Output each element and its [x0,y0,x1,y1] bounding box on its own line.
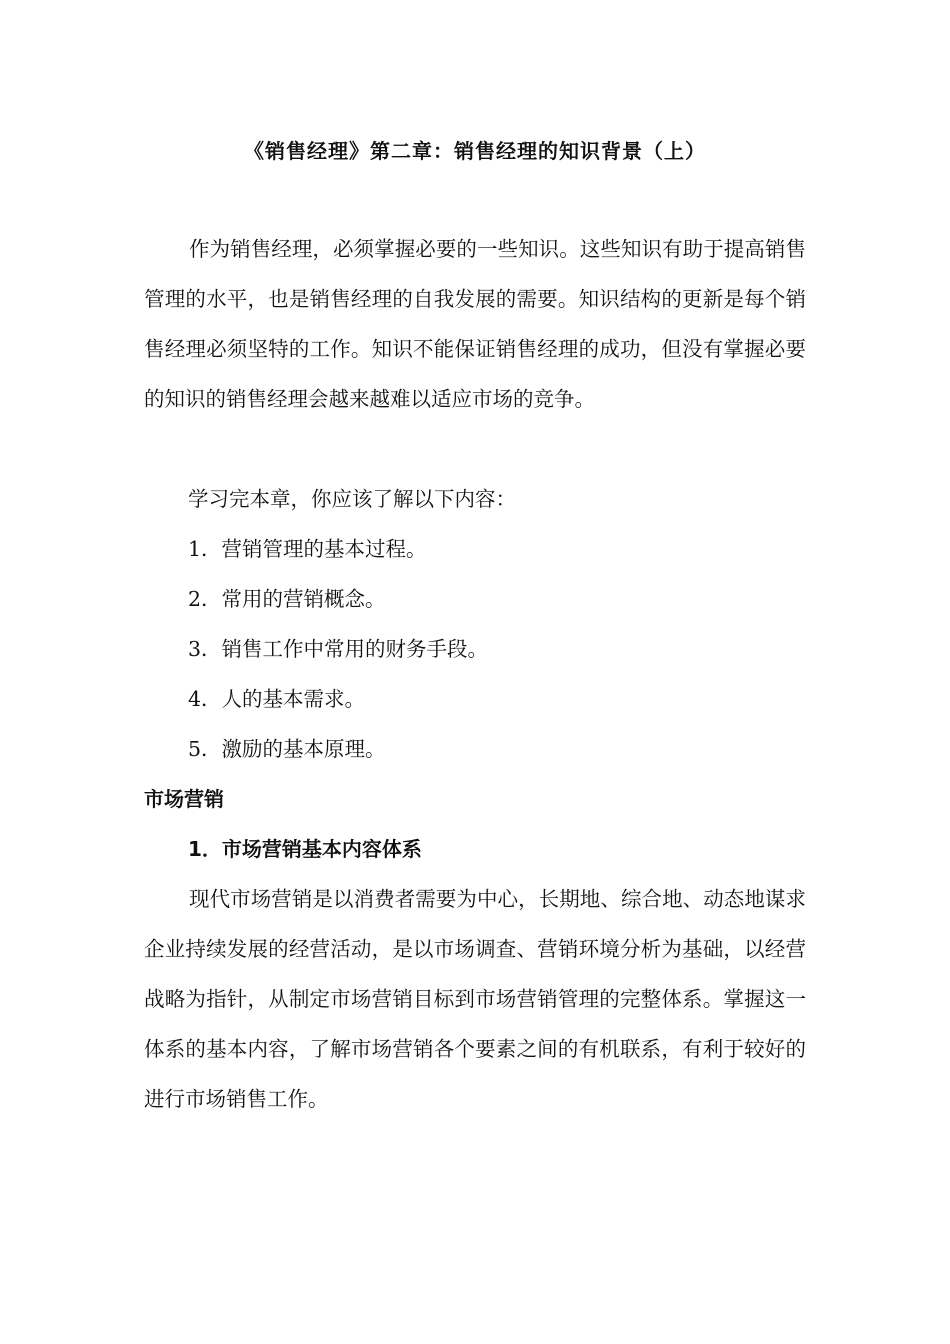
intro-paragraph: 作为销售经理，必须掌握必要的一些知识。这些知识有助于提高销售管理的水平，也是销售经理的自我发展的需要。知识结构的更新是每个销售经理必须坚特的工作。知识不能保证销售经理的成功，但没有掌握必要的知识的销售经理会越来越难以适应市场的竞争。 [144,237,806,411]
objective-item-3: 3．销售工作中常用的财务手段。 [188,637,489,661]
section-paragraph: 现代市场营销是以消费者需要为中心，长期地、综合地、动态地谋求企业持续发展的经营活动，是以市场调查、营销环境分析为基础，以经营战略为指针，从制定市场营销目标到市场营销管理的完整体系。掌握这一体系的基本内容，了解市场营销各个要素之间的有机联系，有利于较好的进行市场销售工作。 [144,887,806,1111]
section-heading: 市场营销 [144,787,224,811]
objective-item-2: 2．常用的营销概念。 [188,587,386,611]
objective-item-1: 1．营销管理的基本过程。 [188,537,427,561]
objective-item-4: 4．人的基本需求。 [188,687,366,711]
subsection-heading: 1．市场营销基本内容体系 [188,837,422,861]
learning-intro: 学习完本章，你应该了解以下内容： [188,487,516,511]
document-title: 《销售经理》第二章：销售经理的知识背景（上） [244,139,706,163]
objective-item-5: 5．激励的基本原理。 [188,737,386,761]
